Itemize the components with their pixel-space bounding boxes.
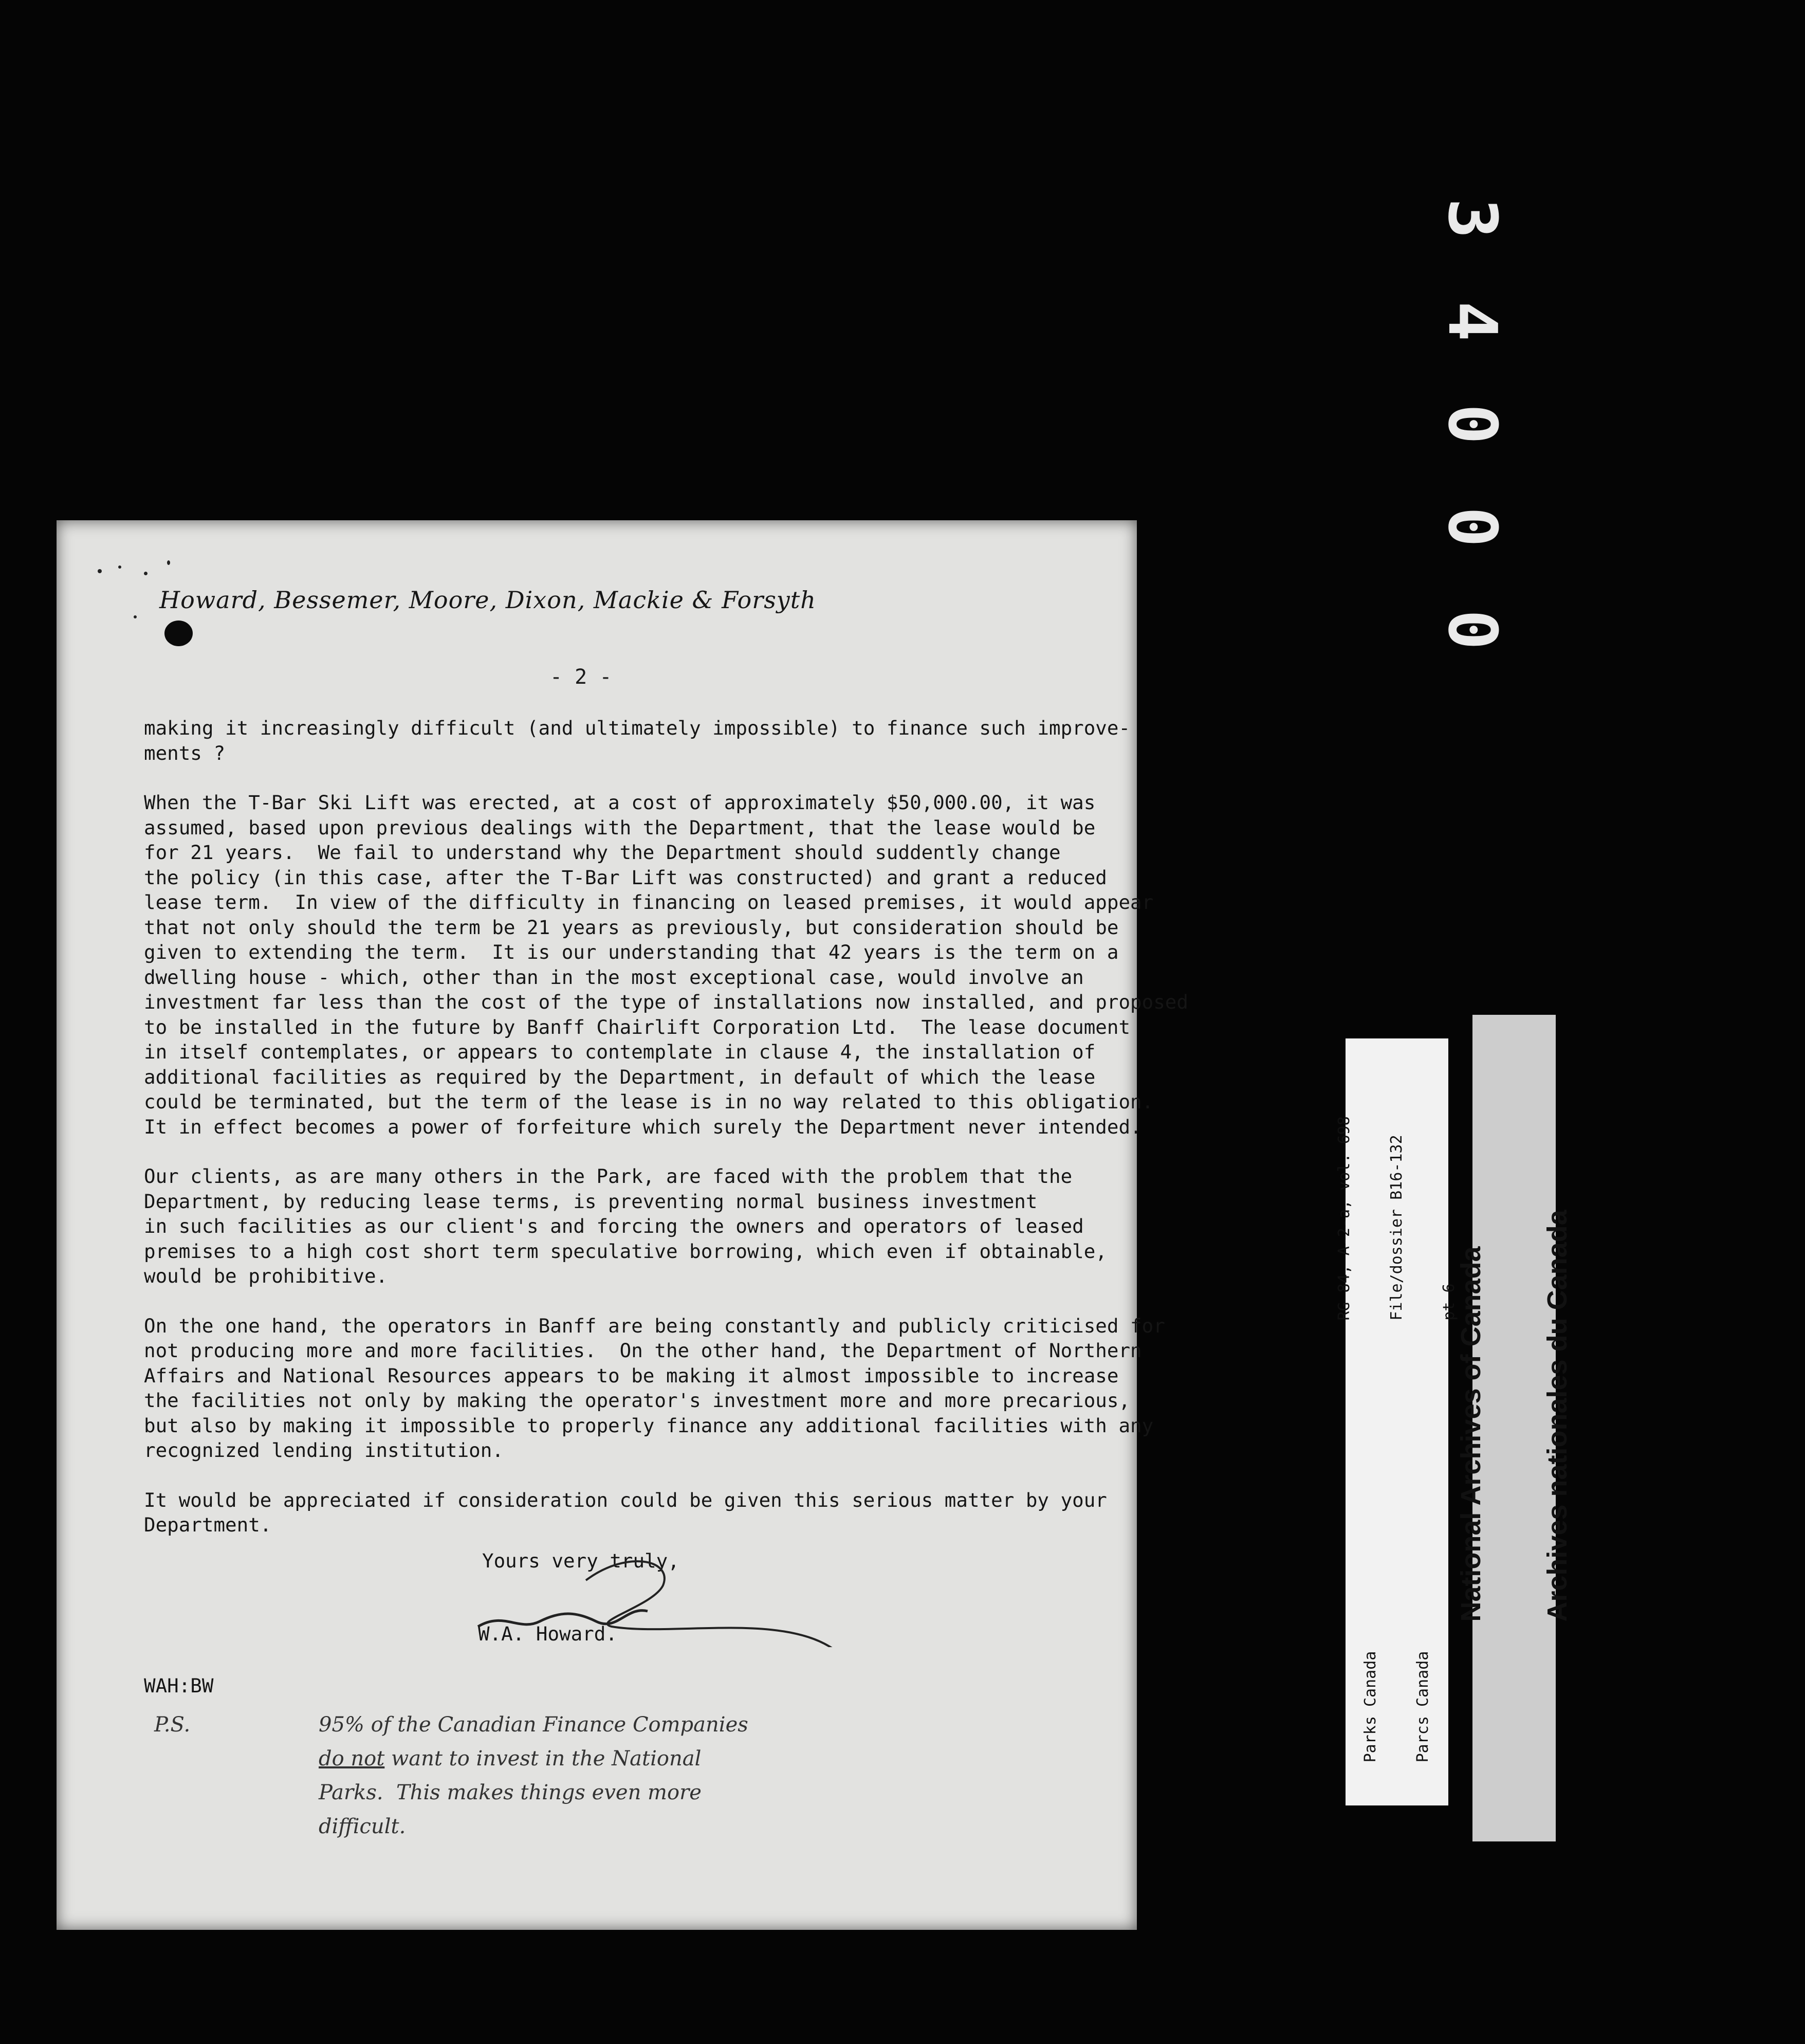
postscript-line: Parks. This makes things even more	[319, 1781, 702, 1804]
signer-name: W.A. Howard.	[478, 1622, 617, 1645]
postscript-line: 95% of the Canadian Finance Companies	[319, 1713, 748, 1737]
text-line: would be prohibitive.	[144, 1265, 388, 1287]
text-line: Our clients, as are many others in the Park, are faced with the problem that the	[144, 1165, 1073, 1188]
dust-speck	[118, 565, 121, 569]
microfilm-frame-number	[1434, 190, 1511, 658]
text-line: but also by making it impossible to properly finance any additional facilities with any	[144, 1414, 1154, 1437]
paragraph	[144, 790, 1188, 1139]
text-line: the policy (in this case, after the T-Bar Lift was constructed) and grant a reduced	[144, 866, 1107, 889]
complimentary-closing: Yours very truly,	[482, 1549, 679, 1572]
dust-speck	[134, 615, 137, 618]
archive-line: National Archives of Canada	[1456, 1246, 1486, 1622]
postscript-label: P.S.	[154, 1713, 191, 1737]
frame-digit: 4	[1433, 301, 1512, 342]
agency-line: Parks Canada	[1361, 1651, 1379, 1763]
letter-page	[57, 520, 1188, 1930]
dust-speck	[144, 572, 148, 575]
paragraph	[144, 1313, 1165, 1463]
text-line: assumed, based upon previous dealings with the Department, that the lease would be	[144, 816, 1096, 839]
signature-stroke	[586, 1561, 838, 1647]
dust-speck	[98, 569, 102, 573]
text-line: could be terminated, but the term of the lease is in no way related to this obligation.	[144, 1090, 1154, 1113]
frame-digit: 3	[1433, 198, 1512, 239]
text-line: investment far less than the cost of the type of installations now installed, and proposed	[144, 991, 1188, 1013]
agency-text	[1327, 1651, 1467, 1763]
file-reference-line: pt 6	[1440, 1283, 1458, 1321]
text-line: It in effect becomes a power of forfeiture which surely the Department never intended.	[144, 1115, 1142, 1138]
agency-line: Parcs Canada	[1414, 1651, 1432, 1763]
text-line: making it increasingly difficult (and ultimately impossible) to finance such improve-	[144, 717, 1131, 739]
page-number: - 2 -	[550, 665, 612, 689]
text-line: given to extending the term. It is our understanding that 42 years is the term on a	[144, 941, 1119, 963]
text-line: lease term. In view of the difficulty in financing on leased premises, it would appear	[144, 891, 1154, 914]
postscript-line: do not want to invest in the National	[319, 1747, 702, 1771]
text-line: recognized lending institution.	[144, 1439, 504, 1462]
text-line: On the one hand, the operators in Banff are being constantly and publicly criticised for	[144, 1314, 1165, 1337]
paragraph	[144, 716, 1131, 765]
file-reference-line: File/dossier B16-132	[1388, 1135, 1406, 1321]
reference-initials: WAH:BW	[144, 1674, 214, 1697]
postscript-body	[319, 1708, 935, 1844]
text-line: additional facilities as required by the Department, in default of which the lease	[144, 1065, 1096, 1088]
text-line: Affairs and National Resources appears to be making it almost impossible to increase	[144, 1364, 1119, 1387]
archive-line: Archives nationales du Canada	[1542, 1210, 1573, 1622]
archive-label	[1456, 1015, 1573, 1841]
text-line: Department.	[144, 1513, 272, 1536]
text-line: not producing more and more facilities. On the other hand, the Department of Northern	[144, 1339, 1142, 1362]
text-line: When the T-Bar Ski Lift was erected, at a cost of approximately $50,000.00, it was	[144, 791, 1096, 814]
text-line: It would be appreciated if consideration could be given this serious matter by your	[144, 1488, 1107, 1511]
text-line: ments ?	[144, 741, 226, 764]
text-line: in such facilities as our client's and forcing the owners and operators of leased	[144, 1215, 1084, 1237]
text-line: to be installed in the future by Banff Chairlift Corporation Ltd. The lease document	[144, 1015, 1131, 1038]
postscript-line: difficult.	[319, 1815, 406, 1838]
letterhead: Howard, Bessemer, Moore, Dixon, Mackie & Forsyth	[159, 586, 816, 614]
text-line: Department, by reducing lease terms, is preventing normal business investment	[144, 1190, 1038, 1213]
letter-body	[144, 716, 1188, 1562]
text-line: the facilities not only by making the operator's investment more and more precarious,	[144, 1389, 1131, 1412]
frame-digit: 0	[1433, 404, 1512, 445]
text-line: for 21 years. We fail to understand why the Department should suddently change	[144, 841, 1061, 864]
text-line: that not only should the term be 21 years as previously, but consideration should be	[144, 916, 1119, 939]
archive-text	[1399, 1210, 1629, 1621]
text-line: dwelling house - which, other than in the most exceptional case, would involve an	[144, 965, 1084, 989]
paragraph	[144, 1164, 1110, 1289]
frame-digit: 0	[1433, 609, 1512, 650]
dust-speck	[167, 560, 170, 565]
text-line: premises to a high cost short term speculative borrowing, which even if obtainable,	[144, 1239, 1107, 1263]
postscript-underlined-text: do not	[319, 1747, 385, 1771]
punch-hole	[164, 620, 193, 646]
text-line: in itself contemplates, or appears to contemplate in clause 4, the installation of	[144, 1041, 1096, 1063]
paragraph	[144, 1488, 1110, 1538]
file-reference-line: RG 84, A-2-a, vol. 698	[1335, 1116, 1353, 1321]
frame-digit: 0	[1433, 506, 1512, 548]
